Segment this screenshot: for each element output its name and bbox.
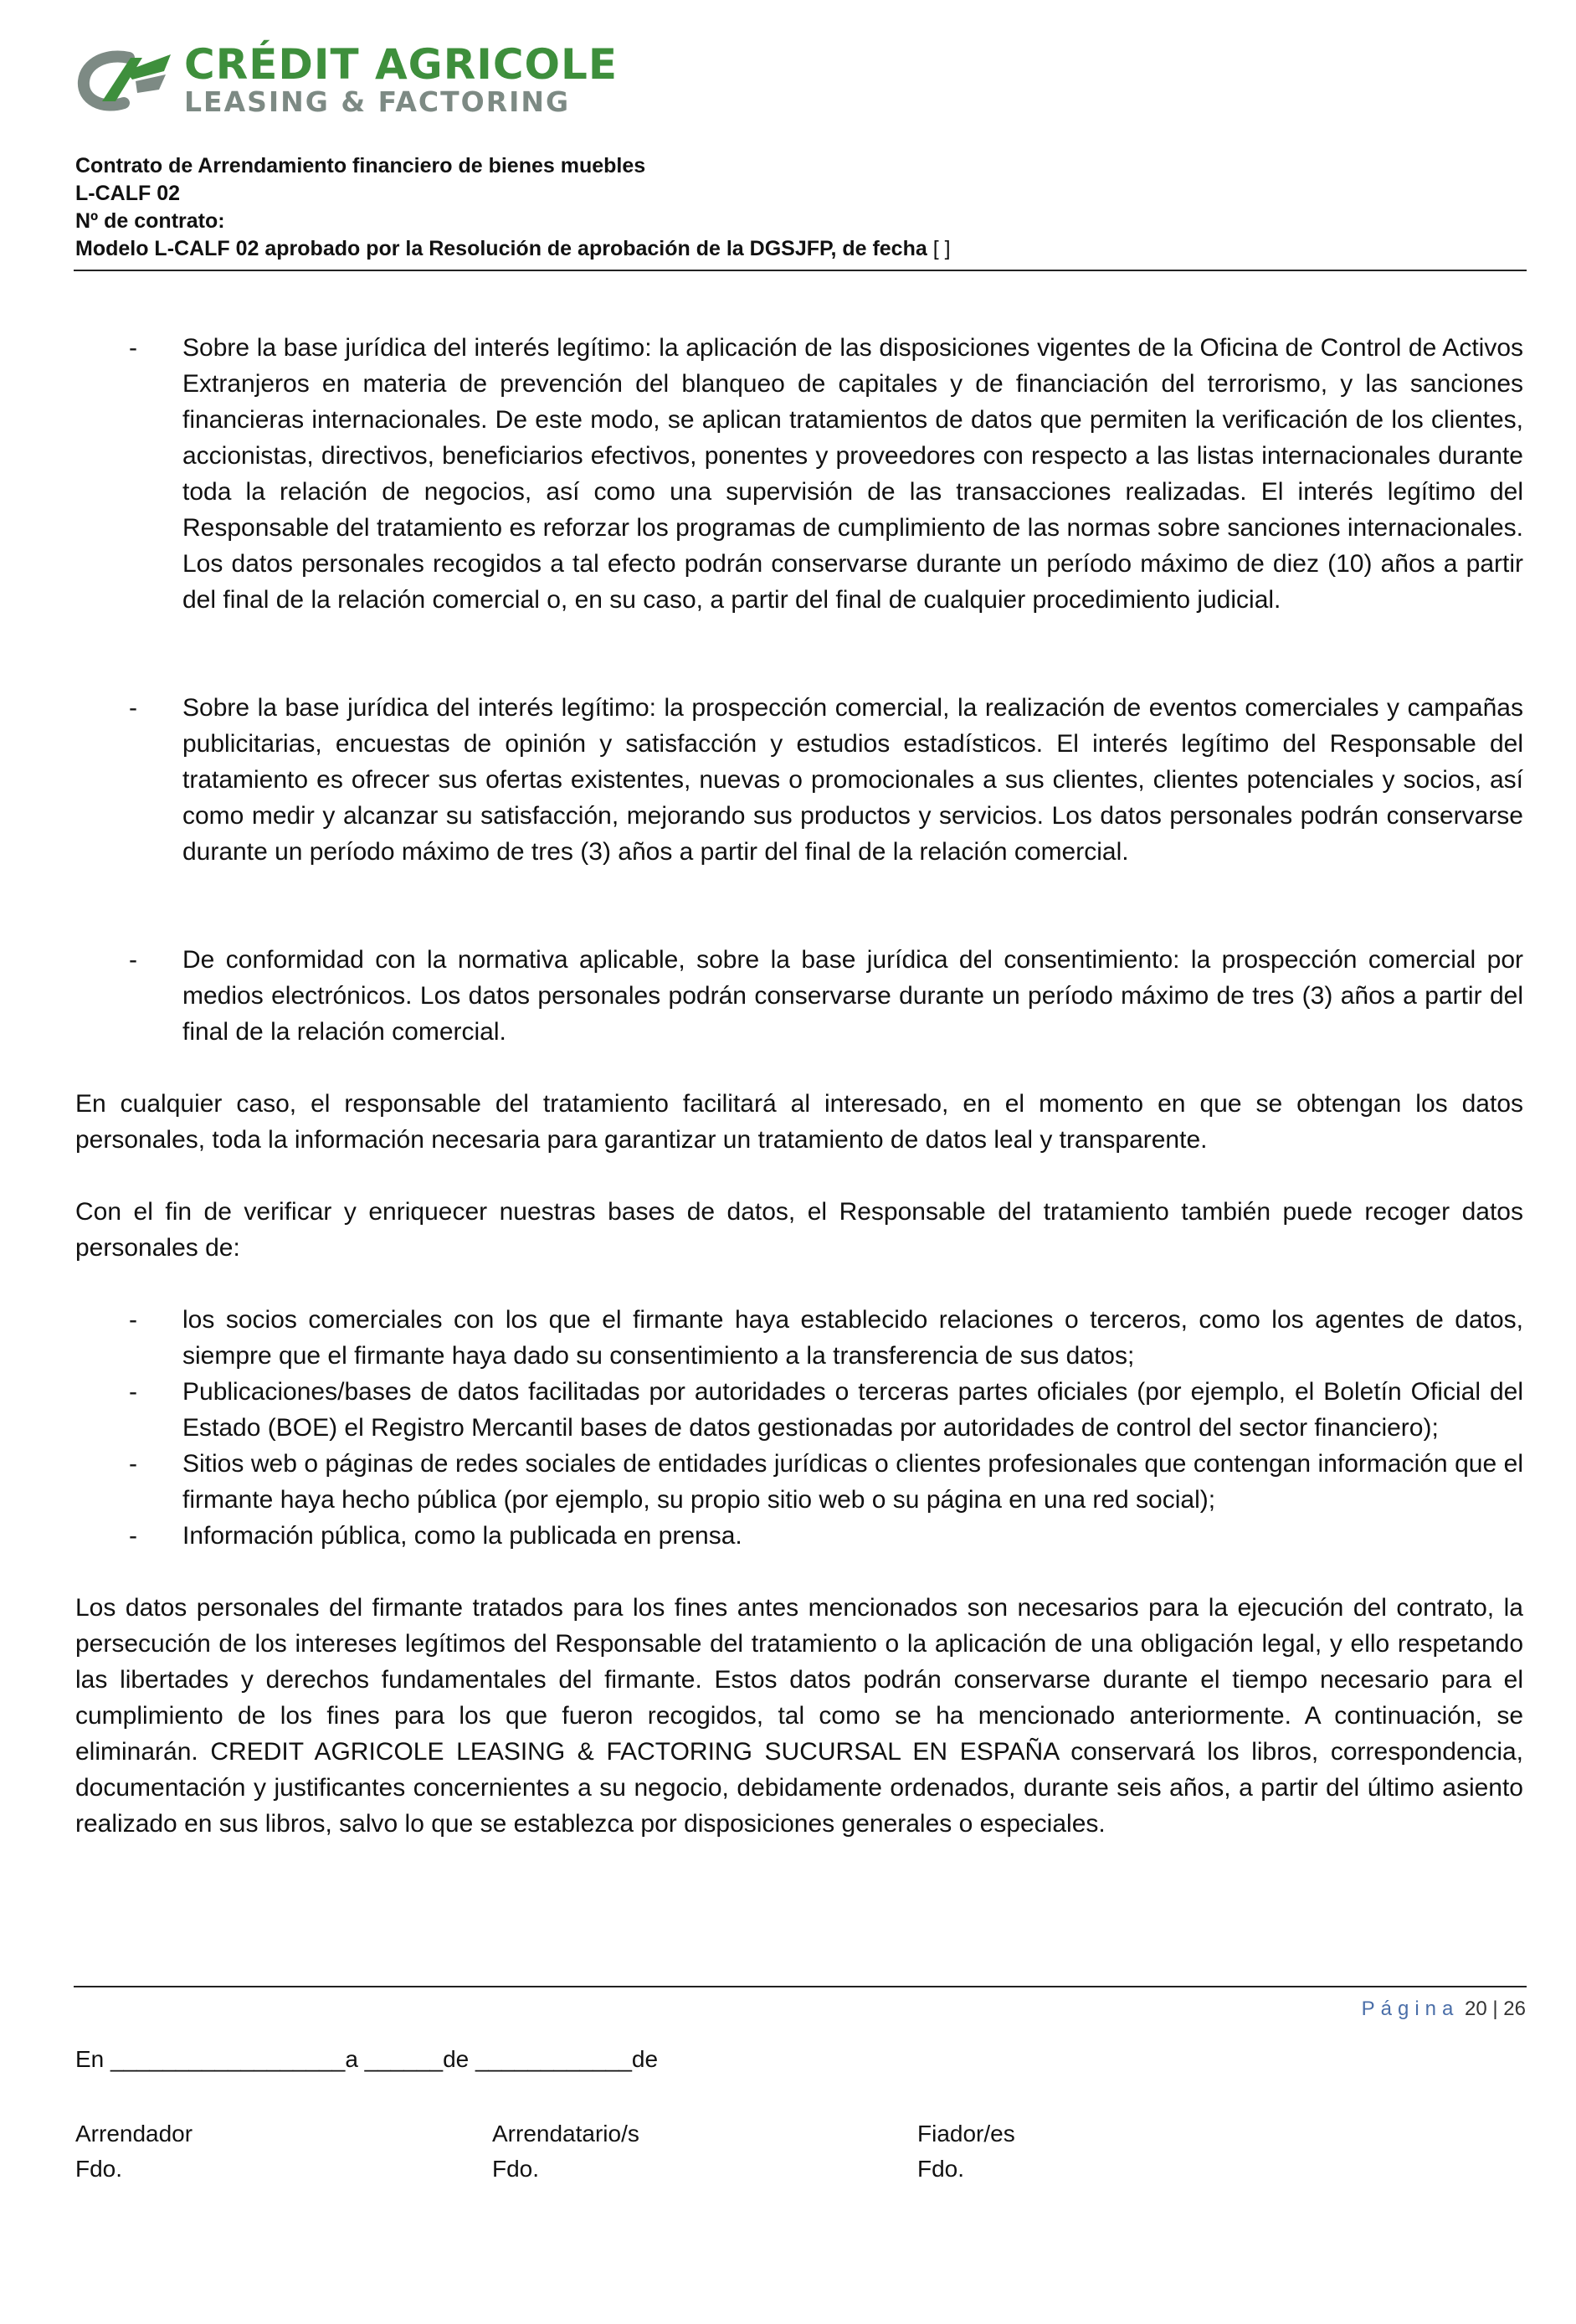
list-item-text: Sobre la base jurídica del interés legítimo: la aplicación de las disposiciones vigentes de la Oficina de Control de Activos Extranjeros en materia de prevención del blanqueo de capitales y de financiación del terrorismo, y las sanciones financieras internacionales. De este modo, se aplican tratamientos de datos que permiten la verificación de los clientes, accionistas, directivos, beneficiarios efectivos, ponentes y proveedores con respecto a las listas internacionales durante toda la relación de negocios, así como una supervisión de las transacciones realizadas. El interés legítimo del Responsable del tratamiento es reforzar los programas de cumplimiento de las normas sobre sanciones internacionales. Los datos personales recogidos a tal efecto podrán conservarse durante un período máximo de diez (10) años a partir del final de la relación comercial o, en su caso, a partir del final de cualquier procedimiento judicial. — [182, 334, 1523, 614]
signer-role: Fiador/es — [917, 2121, 1015, 2147]
logo-line-2: LEASING & FACTORING — [184, 85, 571, 118]
list-item-text: Sitios web o páginas de redes sociales de entidades jurídicas o clientes profesionales que contengan información que el firmante haya hecho pública (por ejemplo, su propio sitio web o su página en una red social); — [182, 1450, 1523, 1514]
signature-block-lessee — [492, 2116, 639, 2187]
signer-fdo: Fdo. — [917, 2156, 965, 2182]
approval-date-placeholder: [ ] — [932, 237, 951, 260]
list-item — [75, 330, 1523, 618]
credit-agricole-logo-icon — [77, 46, 176, 113]
bullet-dash: - — [129, 334, 137, 362]
footer-divider — [74, 1986, 1527, 1987]
paragraph: Los datos personales del firmante tratados para los fines antes mencionados son necesarios para la ejecución del contrato, la persecución de los intereses legítimos del Responsable del tratamiento o la aplicación de una obligación legal, y ello respetando las libertades y derechos fundamentales del firmante. Estos datos podrán conservarse durante el tiempo necesario para el cumplimiento de los fines para los que fueron recogidos, tal como se ha mencionado anteriormente. A continuación, se eliminarán. CREDIT AGRICOLE LEASING & FACTORING SUCURSAL EN ESPAÑA conservará los libros, correspondencia, documentación y justificantes concernientes a su negocio, debidamente ordenados, durante seis años, a partir del último asiento realizado en sus libros, salvo lo que se establezca por disposiciones generales o especiales. — [75, 1594, 1523, 1838]
list-item-text: De conformidad con la normativa aplicable, sobre la base jurídica del consentimiento: la prospección comercial por medios electrónicos. Los datos personales podrán conservarse durante un período máximo de tres (3) años a partir del final de la relación comercial. — [182, 946, 1523, 1046]
list-item-text: los socios comerciales con los que el firmante haya establecido relaciones o terceros, como los agentes de datos, siempre que el firmante haya dado su consentimiento a la transferencia de sus datos; — [182, 1306, 1523, 1370]
place-date-line: En __________________a ______de ____________de — [75, 2046, 659, 2072]
signature-block-guarantor — [917, 2116, 1015, 2187]
document-header — [75, 152, 1525, 263]
list-item-text: Información pública, como la publicada en prensa. — [182, 1522, 742, 1550]
document-body — [75, 330, 1523, 1842]
company-logo — [77, 40, 619, 118]
contract-code: L-CALF 02 — [75, 182, 180, 205]
signer-role: Arrendador — [75, 2121, 193, 2147]
contract-number-label: Nº de contrato: — [75, 209, 225, 233]
list-item-text: Sobre la base jurídica del interés legítimo: la prospección comercial, la realización de eventos comerciales y campañas publicitarias, encuestas de opinión y satisfacción y estudios estadísticos. El interés legítimo del Responsable del tratamiento es ofrecer sus ofertas existentes, nuevas o promocionales a sus clientes, clientes potenciales y socios, así como medir y alcanzar su satisfacción, mejorando sus productos y servicios. Los datos personales podrán conservarse durante un período máximo de tres (3) años a partir del final de la relación comercial. — [182, 694, 1523, 866]
bullet-dash: - — [129, 946, 137, 974]
logo-line-1: CRÉDIT AGRICOLE — [184, 40, 619, 89]
list-item — [75, 1518, 1523, 1554]
signer-fdo: Fdo. — [75, 2156, 123, 2182]
bullet-dash: - — [129, 694, 137, 722]
model-approval-text: Modelo L-CALF 02 aprobado por la Resolución de aprobación de la DGSJFP, de fecha — [75, 237, 927, 260]
header-divider — [74, 270, 1527, 271]
page-total: 26 — [1503, 1998, 1526, 2020]
paragraph: En cualquier caso, el responsable del tratamiento facilitará al interesado, en el momento en que se obtengan los datos personales, toda la información necesaria para garantizar un tratamiento de datos leal y transparente. — [75, 1090, 1523, 1154]
list-item — [75, 942, 1523, 1050]
list-item — [75, 1302, 1523, 1374]
bullet-dash: - — [129, 1378, 137, 1406]
bullet-dash: - — [129, 1522, 137, 1550]
page-label: Página — [1361, 1998, 1460, 2020]
list-item — [75, 1446, 1523, 1518]
bullet-dash: - — [129, 1450, 137, 1478]
page-separator: | — [1492, 1998, 1498, 2020]
model-approval-line — [75, 235, 1525, 263]
list-item — [75, 1374, 1523, 1446]
page-number — [1362, 1998, 1526, 2021]
bullet-dash: - — [129, 1306, 137, 1334]
signature-block-lessor — [75, 2116, 193, 2187]
paragraph: Con el fin de verificar y enriquecer nuestras bases de datos, el Responsable del tratamiento también puede recoger datos personales de: — [75, 1198, 1523, 1262]
list-item-text: Publicaciones/bases de datos facilitadas por autoridades o terceras partes oficiales (por ejemplo, el Boletín Oficial del Estado (BOE) el Registro Mercantil bases de datos gestionadas por autoridades de control del sector financiero); — [182, 1378, 1523, 1442]
list-item — [75, 690, 1523, 870]
signer-fdo: Fdo. — [492, 2156, 540, 2182]
page-current: 20 — [1465, 1998, 1487, 2020]
signer-role: Arrendatario/s — [492, 2121, 639, 2147]
contract-title: Contrato de Arrendamiento financiero de bienes muebles — [75, 154, 646, 177]
